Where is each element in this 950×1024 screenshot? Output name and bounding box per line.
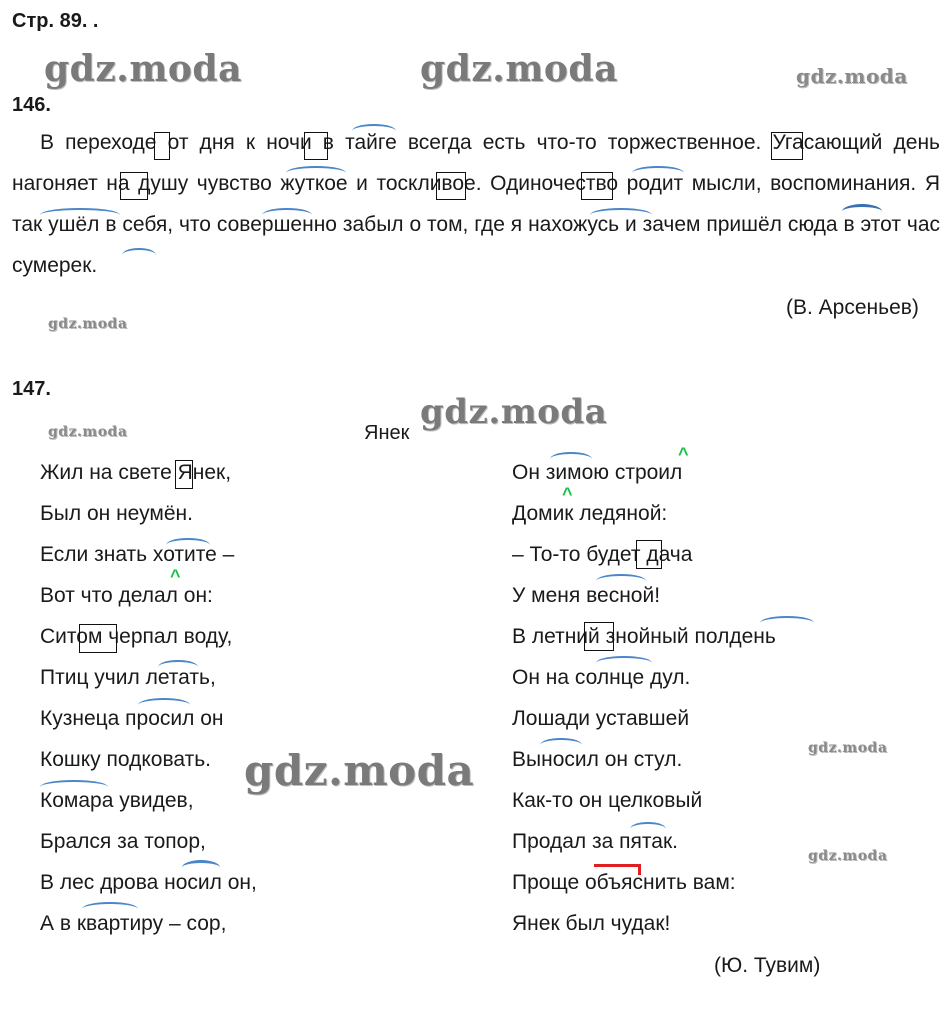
ending-box-mark [304, 132, 328, 160]
root-arc-mark [122, 248, 156, 262]
root-arc-mark [166, 538, 210, 552]
page-header: Стр. 89. . [12, 10, 99, 32]
stress-caret-mark: ^ [170, 566, 181, 586]
root-arc-mark [40, 208, 120, 222]
root-arc-mark [760, 616, 814, 630]
ending-box-mark [154, 132, 170, 160]
watermark-logo: gdz.moda [48, 424, 128, 440]
watermark-logo: gdz.moda [420, 392, 608, 432]
root-arc-mark [352, 124, 396, 138]
poem-line: Как-то он целковый [512, 789, 703, 812]
poem-line: Жил на свете Янек, [40, 461, 232, 484]
poem-line: – То-то будет дача [512, 543, 693, 566]
root-arc-mark [182, 860, 220, 875]
root-arc-mark [590, 208, 652, 222]
poem-right-column [512, 452, 776, 944]
root-arc-mark [262, 208, 312, 222]
poem-left-column [40, 452, 257, 944]
poem-line: Брался за топор, [40, 830, 206, 853]
ending-box-mark [581, 172, 613, 200]
poem-line: Если знать хотите – [40, 543, 235, 566]
watermark-logo: gdz.moda [420, 48, 618, 90]
poem-line: Ситом черпал воду, [40, 625, 233, 648]
root-arc-mark [158, 660, 198, 674]
poem-line: А в квартиру – сор, [40, 912, 227, 935]
exercise-147-author: (Ю. Тувим) [714, 954, 821, 977]
root-arc-mark [40, 780, 108, 794]
ending-box-mark [175, 460, 193, 489]
root-arc-mark [540, 738, 582, 752]
poem-line: Он зимою строил [512, 461, 683, 484]
root-arc-mark [286, 166, 346, 180]
root-arc-mark [842, 204, 882, 219]
watermark-logo: gdz.moda [44, 48, 242, 90]
watermark-logo: gdz.moda [796, 64, 908, 88]
root-arc-mark [138, 698, 190, 712]
ending-box-mark [771, 132, 803, 160]
poem-line: Вот что делал он: [40, 584, 213, 607]
watermark-logo: gdz.moda [808, 740, 888, 756]
poem-line: Комара увидев, [40, 789, 194, 812]
prefix-mark [594, 864, 641, 875]
watermark-logo: gdz.moda [808, 848, 888, 864]
exercise-146-author: (В. Арсеньев) [786, 296, 919, 319]
poem-line: Лошади уставшей [512, 707, 690, 730]
ending-box-mark [436, 172, 466, 200]
poem-line: Птиц учил летать, [40, 666, 216, 689]
poem-title: Янек [364, 422, 410, 444]
exercise-146-number: 146. [12, 94, 51, 116]
root-arc-mark [632, 166, 684, 180]
root-arc-mark [596, 574, 646, 588]
root-arc-mark [550, 452, 592, 466]
watermark-logo: gdz.moda [48, 316, 128, 332]
root-arc-mark [630, 822, 666, 836]
ending-box-mark [120, 172, 148, 200]
stress-caret-mark: ^ [678, 444, 689, 464]
ending-box-mark [584, 622, 614, 651]
watermark-logo: gdz.moda [244, 746, 475, 795]
poem-line: Продал за пятак. [512, 830, 678, 853]
poem-line: Выносил он стул. [512, 748, 683, 771]
exercise-146-text: В переходе от дня к ночи в тайге всегда есть что-то торжественное. Угасающий день нагоняет на душу чувство жуткое и тоскливое. Одиночество родит мысли, воспоминания. Я так ушёл в себя, что совершенно забыл о том, где я нахожусь и зачем пришёл сюда в этот час сумерек. [12, 131, 940, 277]
poem-line: В летний знойный полдень [512, 625, 776, 648]
poem-line: В лес дрова носил он, [40, 871, 257, 894]
poem-line: Проще объяснить вам: [512, 871, 736, 894]
root-arc-mark [82, 902, 138, 916]
poem-line: Он на солнце дул. [512, 666, 691, 689]
exercise-147-number: 147. [12, 378, 51, 400]
poem-line: Был он неумён. [40, 502, 193, 525]
poem-line: У меня весной! [512, 584, 661, 607]
ending-box-mark [636, 540, 662, 569]
poem-line: Домик ледяной: [512, 502, 668, 525]
poem-line: Янек был чудак! [512, 912, 671, 935]
poem-line: Кузнеца просил он [40, 707, 224, 730]
ending-box-mark [79, 624, 117, 653]
root-arc-mark [596, 656, 652, 670]
poem-line: Кошку подковать. [40, 748, 211, 771]
stress-caret-mark: ^ [562, 484, 573, 504]
